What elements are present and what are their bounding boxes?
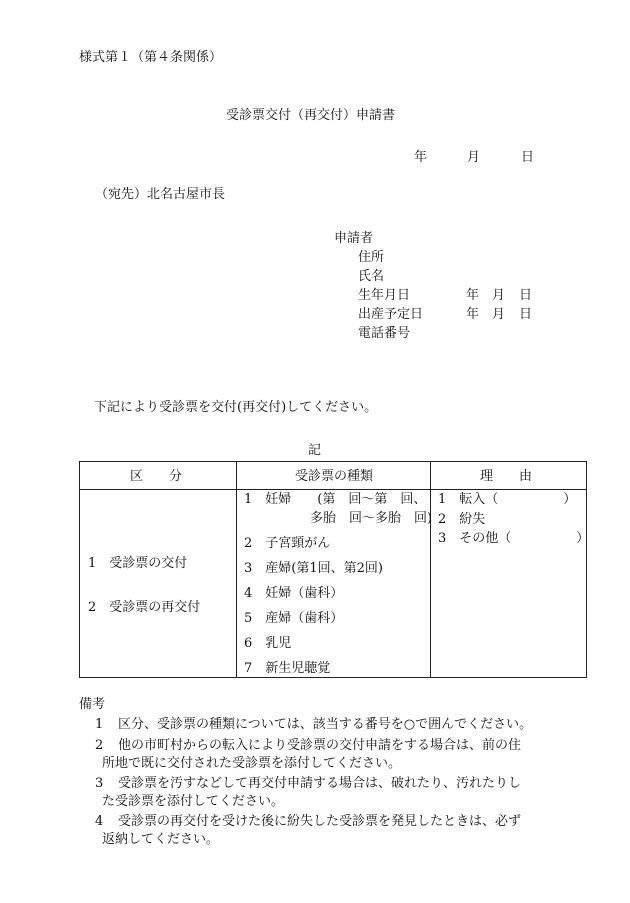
type-postpartum-dental: 5 産婦（歯科） [244, 611, 344, 626]
reason-other: 3 その他（ ） [438, 531, 590, 546]
type-postpartum: 3 産婦(第1回、第2回) [244, 561, 383, 576]
birth-date-label: 生年月日 [358, 288, 411, 303]
note-number: 2 [95, 738, 104, 753]
header-category: 区 分 [130, 469, 183, 484]
address-label: 住所 [358, 250, 385, 265]
notes-title: 備考 [79, 697, 106, 712]
form-number: 様式第１（第４条関係） [79, 50, 223, 65]
type-infant: 6 乳児 [244, 636, 292, 651]
date-day: 日 [521, 150, 535, 165]
birth-month: 月 [492, 288, 506, 303]
due-year: 年 [466, 307, 480, 322]
note-text-continued: 所地で既に交付された受診票を添付してください。 [102, 756, 402, 771]
note-text: 受診票を汚すなどして再交付申請する場合は、破れたり、汚れたりし [118, 776, 522, 791]
note-text: 他の市町村からの転入により受診票の交付申請をする場合は、前の住 [118, 738, 522, 753]
type-pregnant-multiple: 多胎 回～多胎 回) [310, 511, 433, 526]
header-type: 受診票の種類 [295, 469, 374, 484]
date-year: 年 [414, 150, 428, 165]
intro-text: 下記により受診票を交付(再交付)してください。 [94, 400, 378, 415]
document-title: 受診票交付（再交付）申請書 [226, 108, 396, 123]
ki-label: 記 [308, 443, 322, 458]
category-issue: 1 受診票の交付 [88, 556, 188, 571]
note-number: 4 [95, 814, 104, 829]
addressee: （宛先）北名古屋市長 [95, 187, 226, 202]
note-number: 1 [95, 717, 104, 732]
header-divider [80, 489, 586, 490]
application-table [79, 461, 590, 678]
note-text-continued: 返納してください。 [102, 832, 220, 847]
type-pregnant-dental: 4 妊婦（歯科） [244, 586, 344, 601]
reason-move-in: 1 転入（ ） [438, 492, 577, 507]
birth-year: 年 [466, 288, 480, 303]
header-reason: 理 由 [480, 469, 533, 484]
note-number: 3 [95, 776, 104, 791]
birth-day: 日 [519, 288, 533, 303]
category-reissue: 2 受診票の再交付 [88, 600, 201, 615]
column-divider [430, 462, 431, 677]
note-text: 区分、受診票の種類については、該当する番号を○で囲んでください。 [118, 717, 533, 732]
due-day: 日 [519, 307, 533, 322]
type-newborn-hearing: 7 新生児聴覚 [244, 661, 331, 676]
name-label: 氏名 [358, 269, 385, 284]
phone-label: 電話番号 [358, 326, 411, 341]
date-month: 月 [467, 150, 481, 165]
due-month: 月 [492, 307, 506, 322]
column-divider [236, 462, 237, 677]
type-pregnant: 1 妊婦 (第 回～第 回、 [244, 492, 427, 507]
note-text: 受診票の再交付を受けた後に紛失した受診票を発見したときは、必ず [118, 814, 522, 829]
due-date-label: 出産予定日 [358, 307, 424, 322]
type-cervical: 2 子宮頸がん [244, 536, 331, 551]
reason-lost: 2 紛失 [438, 512, 486, 527]
note-text-continued: た受診票を添付してください。 [102, 794, 285, 809]
applicant-label: 申請者 [334, 231, 374, 246]
